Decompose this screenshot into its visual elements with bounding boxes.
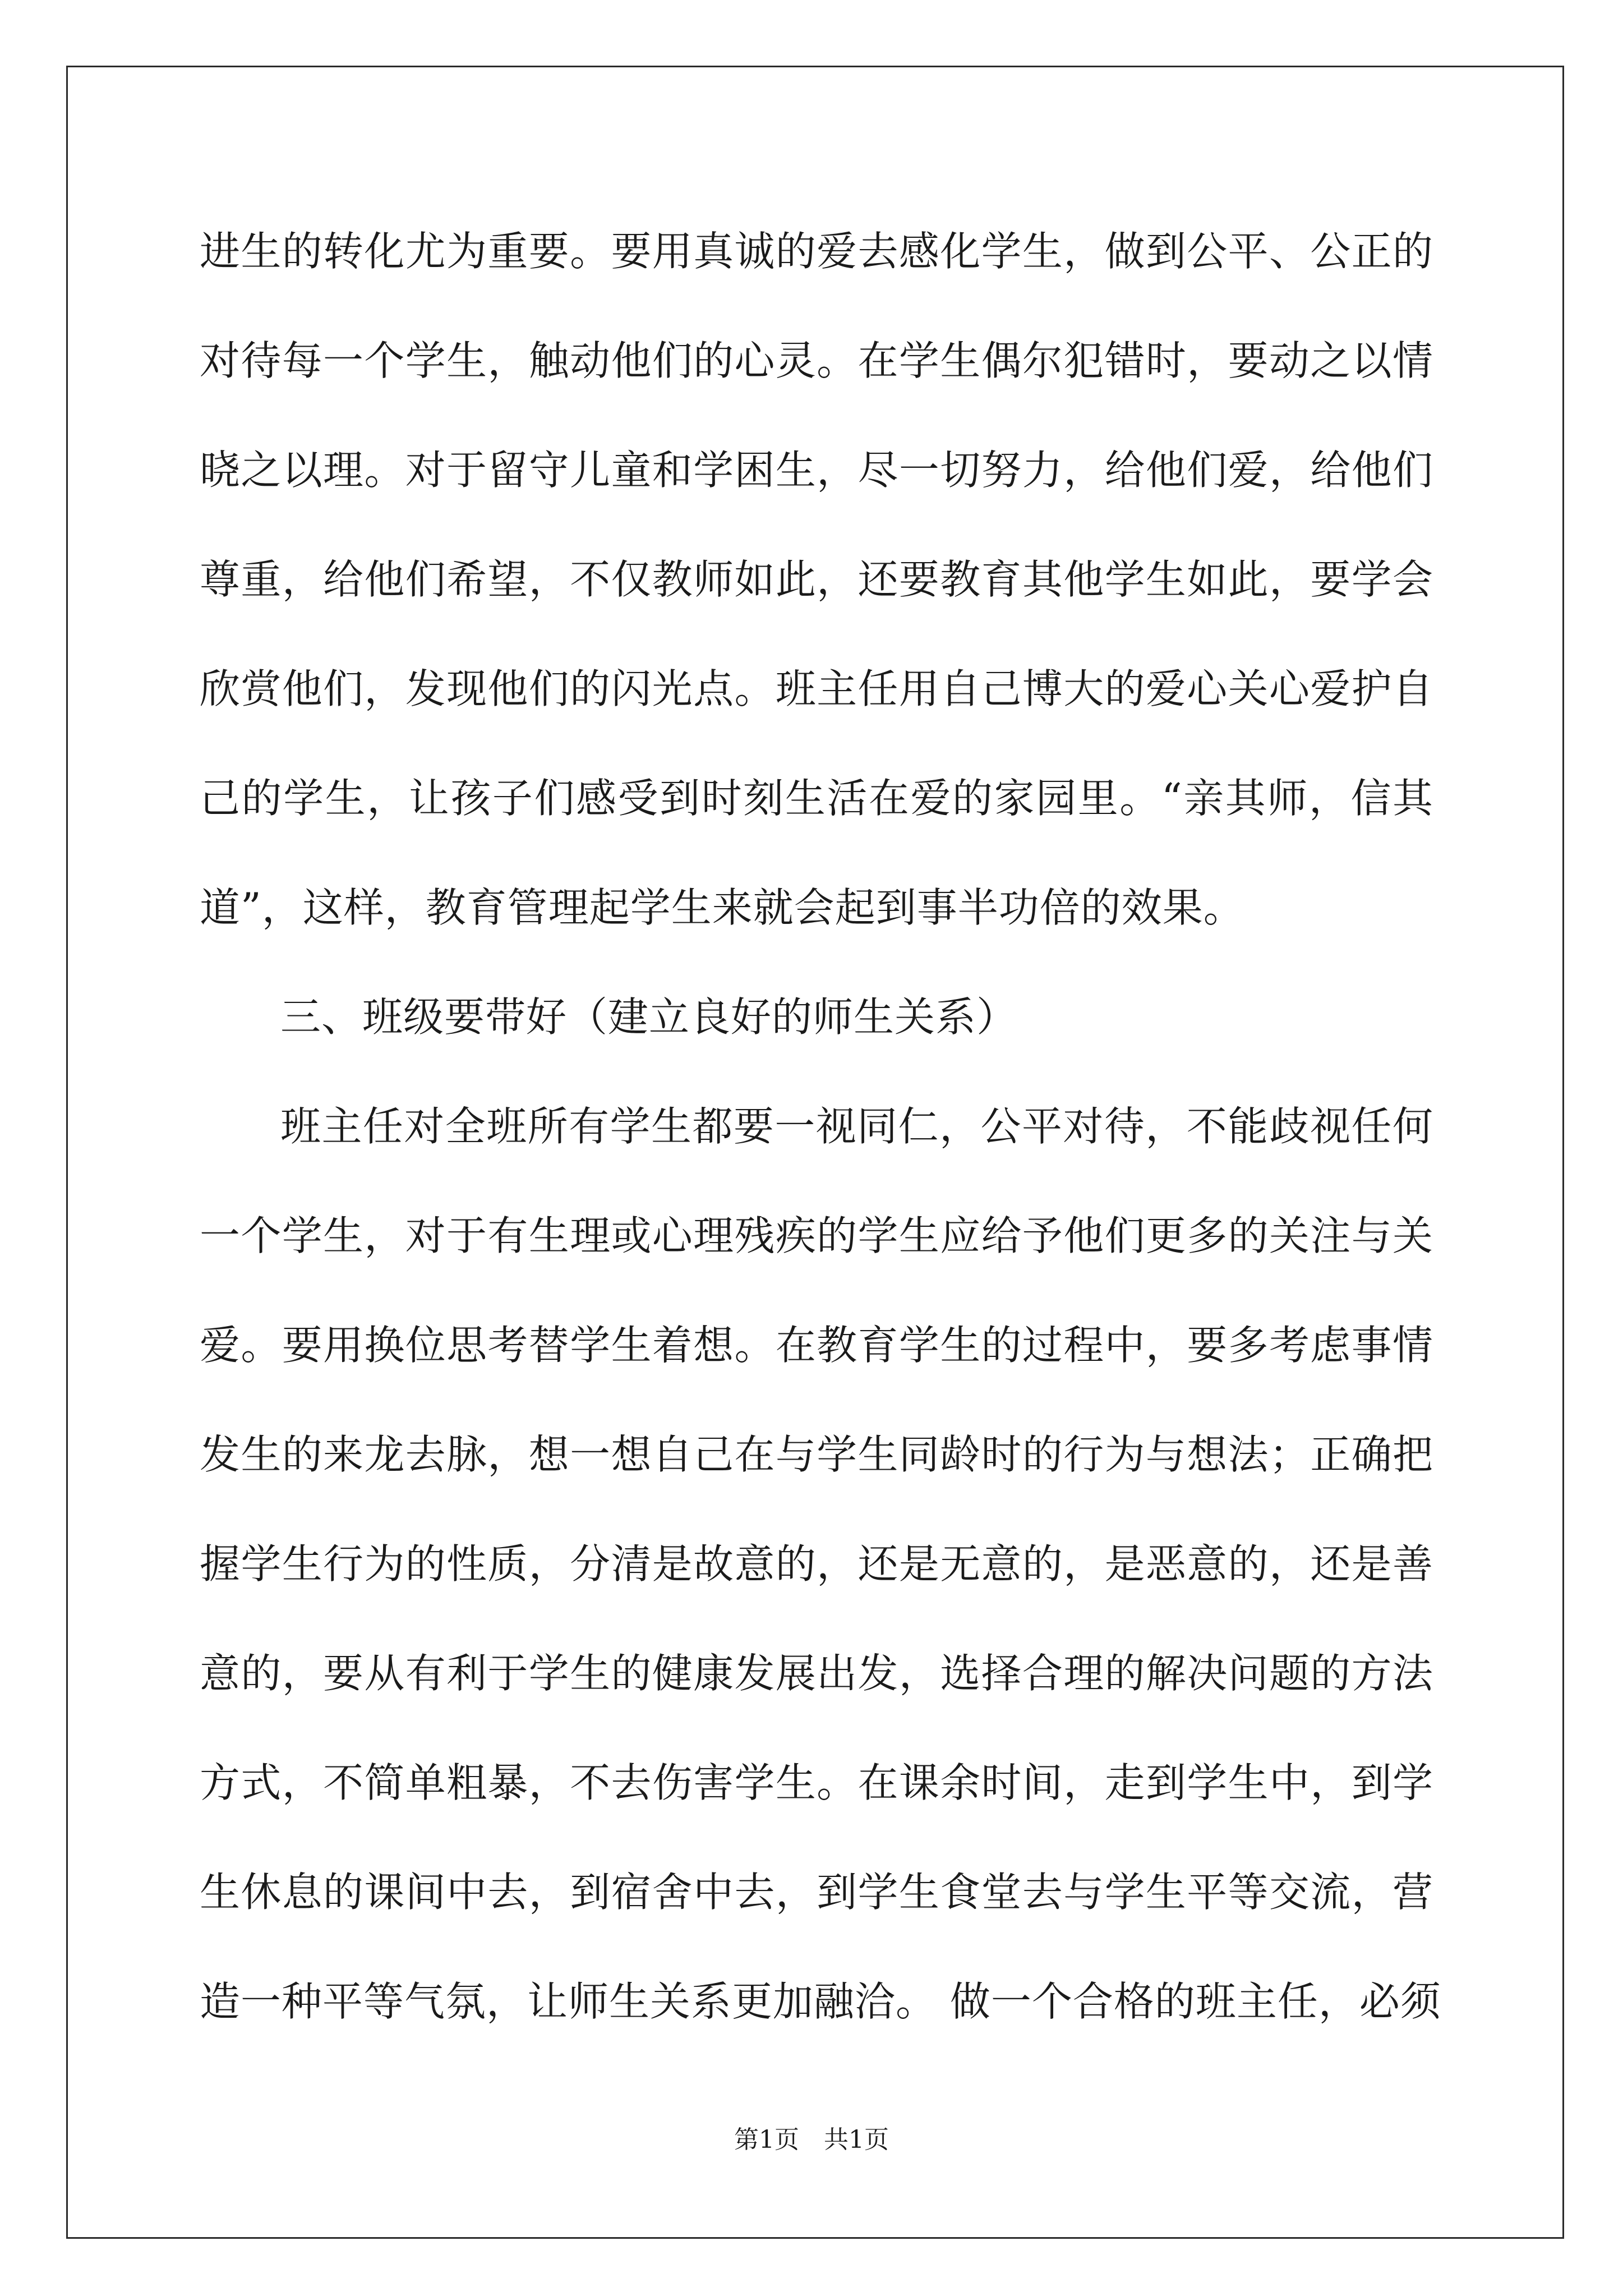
text-line: 造一种平等气氛，让师生关系更加融洽。 做一个合格的班主任，必须 bbox=[200, 1978, 1441, 2025]
text-line: 一个学生，对于有生理或心理残疾的学生应给予他们更多的关注与关 bbox=[200, 1212, 1433, 1259]
paragraph-first-line: 班主任对全班所有学生都要一视同仁，公平对待，不能歧视任何 bbox=[280, 1103, 1433, 1150]
text-line: 意的，要从有利于学生的健康发展出发，选择合理的解决问题的方法 bbox=[200, 1650, 1433, 1697]
text-line: 生休息的课间中去，到宿舍中去，到学生食堂去与学生平等交流，营 bbox=[200, 1869, 1433, 1916]
page-number: 第1页 共1页 bbox=[734, 2125, 889, 2154]
text-line: 发生的来龙去脉，想一想自己在与学生同龄时的行为与想法；正确把 bbox=[200, 1431, 1433, 1478]
text-line: 爱。要用换位思考替学生着想。在教育学生的过程中，要多考虑事情 bbox=[200, 1322, 1433, 1369]
text-line: 尊重，给他们希望，不仅教师如此，还要教育其他学生如此，要学会 bbox=[200, 556, 1433, 603]
text-line: 道”，这样，教育管理起学生来就会起到事半功倍的效果。 bbox=[200, 884, 1244, 931]
section-heading: 三、班级要带好（建立良好的师生关系） bbox=[280, 993, 1018, 1041]
text-line: 进生的转化尤为重要。要用真诚的爱去感化学生，做到公平、公正的 bbox=[200, 228, 1433, 275]
text-line: 方式，不简单粗暴，不去伤害学生。在课余时间，走到学生中，到学 bbox=[200, 1759, 1433, 1806]
text-line: 对待每一个学生，触动他们的心灵。在学生偶尔犯错时，要动之以情 bbox=[200, 337, 1433, 384]
text-line: 晓之以理。对于留守儿童和学困生，尽一切努力，给他们爱，给他们 bbox=[200, 447, 1433, 494]
text-line: 握学生行为的性质，分清是故意的，还是无意的，是恶意的，还是善 bbox=[200, 1540, 1433, 1588]
text-line: 欣赏他们，发现他们的闪光点。班主任用自己博大的爱心关心爱护自 bbox=[200, 665, 1433, 712]
text-line: 己的学生，让孩子们感受到时刻生活在爱的家园里。“亲其师，信其 bbox=[200, 775, 1433, 822]
